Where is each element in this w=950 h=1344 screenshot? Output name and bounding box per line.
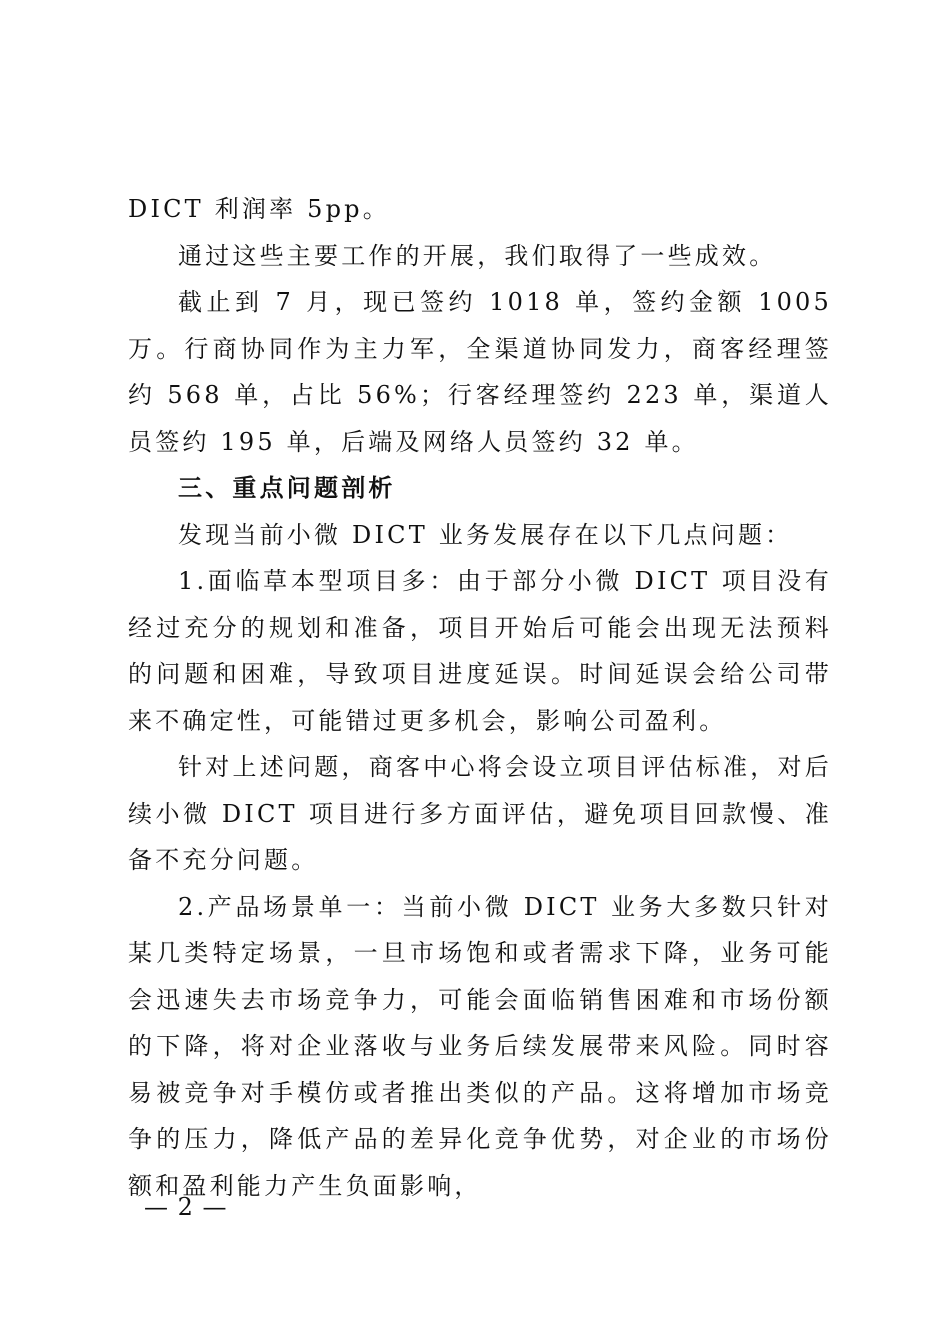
- document-body: [128, 186, 832, 1209]
- paragraph-issues-intro: 发现当前小微 DICT 业务发展存在以下几点问题：: [178, 520, 793, 549]
- paragraph-issue-2: 2.产品场景单一：当前小微 DICT 业务大多数只针对某几类特定场景，一旦市场饱和或者需求下降，业务可能会迅速失去市场竞争力，可能会面临销售困难和市场份额的下降，将对企业落收与业务后续发展带来风险。同时容易被竞争对手模仿或者推出类似的产品。这将增加市场竞争的压力，降低产品的差异化竞争优势，对企业的市场份额和盈利能力产生负面影响，: [128, 892, 832, 1200]
- paragraph-results-intro: 通过这些主要工作的开展，我们取得了一些成效。: [178, 241, 777, 270]
- paragraph-issue-1: 1.面临草本型项目多：由于部分小微 DICT 项目没有经过充分的规划和准备，项目开始后可能会出现无法预料的问题和困难，导致项目进度延误。时间延误会给公司带来不确定性，可能错过更多机会，影响公司盈利。: [128, 567, 832, 735]
- section-heading-key-issues: 三、重点问题剖析: [178, 473, 396, 502]
- paragraph-issue-1-response: 针对上述问题，商客中心将会设立项目评估标准，对后续小微 DICT 项目进行多方面评估，避免项目回款慢、准备不充分问题。: [128, 753, 832, 874]
- paragraph-signing-stats: 截止到 7 月，现已签约 1018 单，签约金额 1005 万。行商协同作为主力军，全渠道协同发力，商客经理签约 568 单，占比 56%；行客经理签约 223 单，渠道人员签约 195 单，后端及网络人员签约 32 单。: [128, 288, 832, 456]
- paragraph-continuation: DICT 利润率 5pp。: [128, 195, 390, 223]
- page-number: — 2 —: [144, 1193, 228, 1221]
